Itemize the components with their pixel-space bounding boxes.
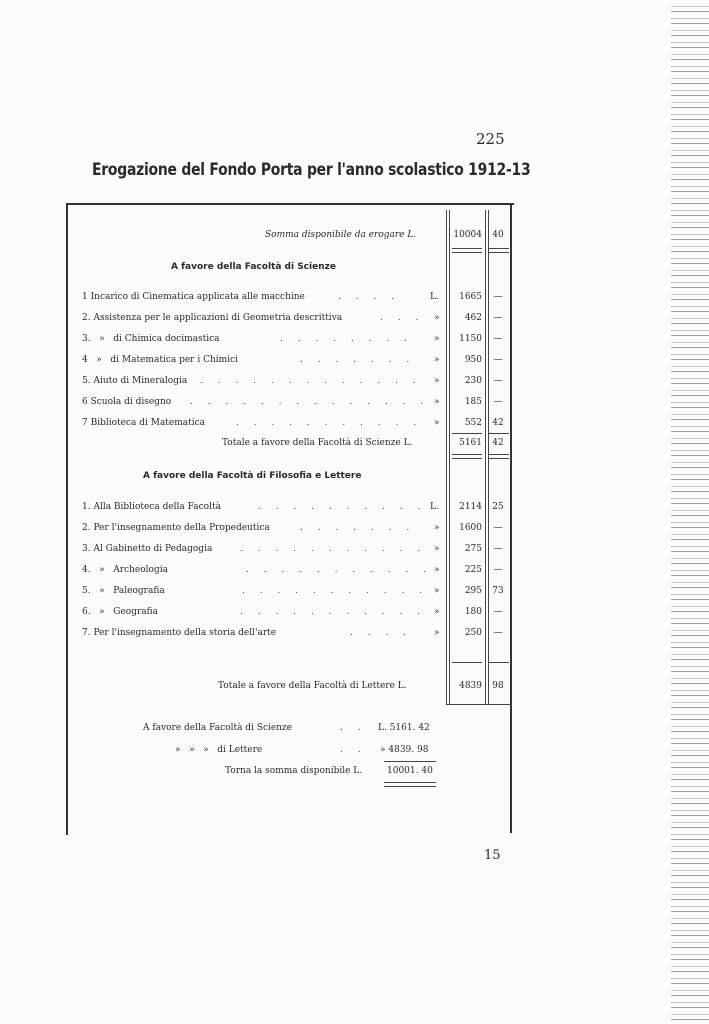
total-letters-cent: 98: [492, 681, 504, 691]
item-unit: »: [434, 565, 440, 575]
item-unit: »: [434, 334, 440, 344]
leader-dots: . . .: [380, 313, 425, 323]
item-unit: »: [434, 418, 440, 428]
item-cent: —: [493, 565, 503, 575]
leader-dots: . . . . . . . . . . .: [246, 565, 433, 575]
item-cent: —: [493, 313, 503, 323]
subtotal-rule: [452, 433, 482, 434]
item-cent: 42: [492, 418, 504, 428]
leader-dots: . . . .: [350, 628, 413, 638]
item-cent: 73: [492, 586, 504, 596]
total-sciences-label: Totale a favore della Facoltà di Scienze L.: [222, 438, 413, 448]
leader-dots: . . . . . . .: [300, 355, 416, 365]
summary-value: » 4839. 98: [380, 745, 429, 755]
leader-dots: . . . . . . . . . . .: [242, 586, 429, 596]
item-unit: »: [434, 397, 440, 407]
item-label: 6 Scuola di disegno: [82, 397, 172, 407]
leader-dots: . . . . . . .: [300, 523, 416, 533]
item-unit: L.: [430, 292, 439, 302]
item-label: 4. » Archeologia: [82, 565, 168, 575]
summary-label: A favore della Facoltà di Scienze: [143, 723, 293, 733]
item-unit: »: [434, 313, 440, 323]
subtotal-rule: [452, 662, 482, 663]
item-cent: —: [493, 607, 503, 617]
item-label: 4 » di Matematica per i Chimici: [82, 355, 238, 365]
page-title: Erogazione del Fondo Porta per l'anno scolastico 1912-13: [92, 160, 531, 180]
double-rule: [384, 782, 436, 787]
item-label: 6. » Geografia: [82, 607, 158, 617]
item-unit: »: [434, 376, 440, 386]
item-lire: 275: [464, 544, 482, 554]
page-number: 225: [476, 130, 505, 148]
item-lire: 230: [464, 376, 482, 386]
available-sum-lire: 10004: [453, 230, 482, 240]
summary-label: » » » di Lettere: [175, 745, 263, 755]
item-lire: 180: [464, 607, 482, 617]
item-unit: »: [434, 586, 440, 596]
item-lire: 950: [464, 355, 482, 365]
item-lire: 250: [464, 628, 482, 638]
item-label: 3. » di Chimica docimastica: [82, 334, 220, 344]
item-cent: —: [493, 523, 503, 533]
available-sum-cent: 40: [492, 230, 504, 240]
item-label: 1. Alla Biblioteca della Facoltà: [82, 502, 221, 512]
double-rule: [489, 248, 509, 253]
item-cent: —: [493, 397, 503, 407]
table-frame-right: [510, 203, 512, 833]
leader-dots: . . . . . . . . . .: [258, 502, 427, 512]
item-unit: »: [434, 355, 440, 365]
total-sciences-lire: 5161: [459, 438, 482, 448]
summary-rule: [384, 761, 436, 762]
item-cent: —: [493, 376, 503, 386]
item-lire: 552: [464, 418, 482, 428]
section-heading-sciences: A favore della Facoltà di Scienze: [171, 262, 336, 272]
double-rule: [489, 454, 509, 459]
double-rule: [452, 454, 482, 459]
item-cent: —: [493, 334, 503, 344]
summary-total-label: Torna la somma disponibile L.: [225, 766, 363, 776]
item-label: 5. » Paleografia: [82, 586, 165, 596]
column-line: [485, 210, 486, 705]
item-cent: —: [493, 355, 503, 365]
total-letters-label: Totale a favore della Facoltà di Lettere L.: [218, 681, 407, 691]
summary-value: L. 5161. 42: [378, 723, 430, 733]
leader-dots: . .: [340, 745, 367, 755]
available-sum-label: Somma disponibile da erogare L.: [265, 230, 417, 240]
leader-dots: . . . . . . . . . . .: [240, 607, 427, 617]
item-lire: 1150: [459, 334, 482, 344]
column-bottom-rule: [446, 704, 512, 705]
leader-dots: . . . . . . . .: [280, 334, 413, 344]
section-heading-letters: A favore della Facoltà di Filosofia e Lettere: [143, 471, 362, 481]
leader-dots: . . . . . . . . . . . . . .: [190, 397, 430, 407]
leader-dots: . . . . . . . . . . .: [240, 544, 427, 554]
item-label: 7 Biblioteca di Matematica: [82, 418, 206, 428]
item-cent: —: [493, 628, 503, 638]
item-label: 5. Aiuto di Mineralogia: [82, 376, 188, 386]
item-cent: —: [493, 292, 503, 302]
subtotal-rule: [489, 662, 509, 663]
item-label: 1 Incarico di Cinematica applicata alle macchine: [82, 292, 305, 302]
item-unit: »: [434, 628, 440, 638]
item-unit: L.: [430, 502, 439, 512]
leader-dots: . . . . . . . . . . . . .: [200, 376, 422, 386]
summary-total-value: 10001. 40: [387, 766, 433, 776]
scanned-page-edge: [671, 0, 709, 1024]
item-lire: 1600: [459, 523, 482, 533]
item-lire: 2114: [459, 502, 482, 512]
item-lire: 462: [464, 313, 482, 323]
item-cent: —: [493, 544, 503, 554]
item-label: 2. Assistenza per le applicazioni di Geometria descrittiva: [82, 313, 343, 323]
total-sciences-cent: 42: [492, 438, 504, 448]
item-label: 2. Per l'insegnamento della Propedeutica: [82, 523, 270, 533]
item-lire: 295: [464, 586, 482, 596]
double-rule: [452, 248, 482, 253]
item-lire: 225: [464, 565, 482, 575]
item-lire: 1665: [459, 292, 482, 302]
item-label: 3. Al Gabinetto di Pedagogia: [82, 544, 213, 554]
leader-dots: . .: [340, 723, 367, 733]
leader-dots: . . . .: [338, 292, 401, 302]
item-unit: »: [434, 607, 440, 617]
total-letters-lire: 4839: [459, 681, 482, 691]
item-label: 7. Per l'insegnamento della storia dell'arte: [82, 628, 277, 638]
signature-number: 15: [484, 848, 501, 863]
item-unit: »: [434, 523, 440, 533]
item-unit: »: [434, 544, 440, 554]
item-lire: 185: [464, 397, 482, 407]
item-cent: 25: [492, 502, 504, 512]
leader-dots: . . . . . . . . . . .: [236, 418, 423, 428]
subtotal-rule: [489, 433, 509, 434]
